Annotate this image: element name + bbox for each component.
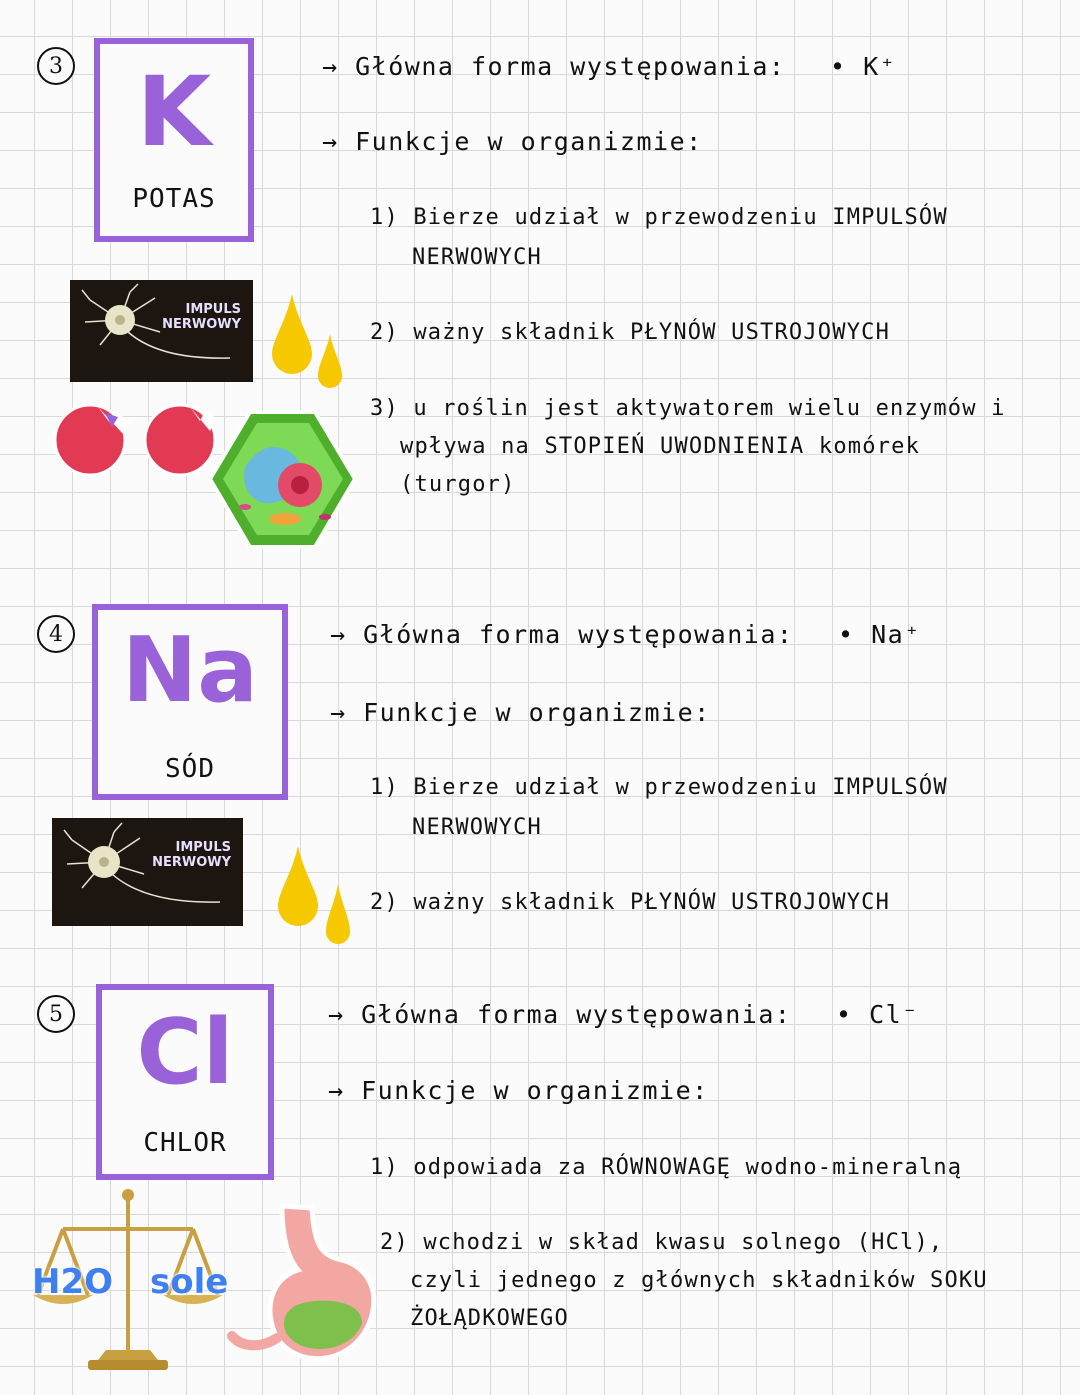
form-line: → Główna forma występowania: • K⁺ <box>322 52 897 81</box>
arrow-icon: → <box>328 1000 362 1029</box>
function-item-3-cont2: (turgor) <box>400 472 516 497</box>
element-symbol: Cl <box>136 1000 234 1105</box>
neuron-image <box>52 818 243 926</box>
function-item-1: 1) odpowiada za RÓWNOWAGĘ wodno-mineralną <box>370 1155 963 1180</box>
section-number-5: 5 <box>37 995 75 1033</box>
element-box-potassium <box>94 38 254 242</box>
arrow-icon: → <box>330 698 364 727</box>
neuron-image <box>70 280 253 382</box>
neuron-illustration <box>52 818 243 926</box>
red-cells-icon <box>50 395 225 480</box>
functions-heading: → Funkcje w organizmie: <box>328 1076 709 1105</box>
scale-label-water: H2O <box>32 1262 114 1302</box>
function-item-2: 2) ważny składnik PŁYNÓW USTROJOWYCH <box>370 890 891 915</box>
arrow-icon: → <box>322 52 356 81</box>
element-name: POTAS <box>132 184 216 214</box>
functions-heading: → Funkcje w organizmie: <box>322 127 703 156</box>
function-item-3-cont: wpływa na STOPIEŃ UWODNIENIA komórek <box>400 434 921 459</box>
element-name: SÓD <box>165 754 215 784</box>
element-symbol: K <box>136 56 212 168</box>
function-item-1-cont: NERWOWYCH <box>412 245 543 270</box>
stomach-icon <box>222 1198 382 1378</box>
element-box-chlorine <box>96 984 274 1180</box>
arrow-icon: → <box>330 620 364 649</box>
plant-cell-icon <box>205 407 360 552</box>
arrow-icon: → <box>328 1076 362 1105</box>
function-item-2-cont2: ŻOŁĄDKOWEGO <box>410 1306 569 1331</box>
function-item-1: 1) Bierze udział w przewodzeniu IMPULSÓW <box>370 775 948 800</box>
function-item-2-cont: czyli jednego z głównych składników SOKU <box>410 1268 988 1293</box>
form-line: → Główna forma występowania: • Cl⁻ <box>328 1000 919 1029</box>
function-item-1-cont: NERWOWYCH <box>412 815 543 840</box>
function-item-1: 1) Bierze udział w przewodzeniu IMPULSÓW <box>370 205 948 230</box>
scale-label-salts: sole <box>150 1262 229 1302</box>
neuron-label: IMPULS NERWOWY <box>162 302 241 332</box>
element-symbol: Na <box>121 618 259 723</box>
element-name: CHLOR <box>143 1128 227 1158</box>
arrow-icon: → <box>322 127 356 156</box>
fluid-drops-icon <box>276 844 356 954</box>
fluid-drops-icon <box>268 292 348 402</box>
function-item-2: 2) ważny składnik PŁYNÓW USTROJOWYCH <box>370 320 891 345</box>
section-number-4: 4 <box>37 615 75 653</box>
functions-heading: → Funkcje w organizmie: <box>330 698 711 727</box>
function-item-3: 3) u roślin jest aktywatorem wielu enzymów i <box>370 396 1006 421</box>
form-line: → Główna forma występowania: • Na⁺ <box>330 620 921 649</box>
element-box-sodium <box>92 604 288 800</box>
neuron-label: IMPULS NERWOWY <box>152 840 231 870</box>
function-item-2: 2) wchodzi w skład kwasu solnego (HCl), <box>380 1230 944 1255</box>
section-number-3: 3 <box>37 47 75 85</box>
